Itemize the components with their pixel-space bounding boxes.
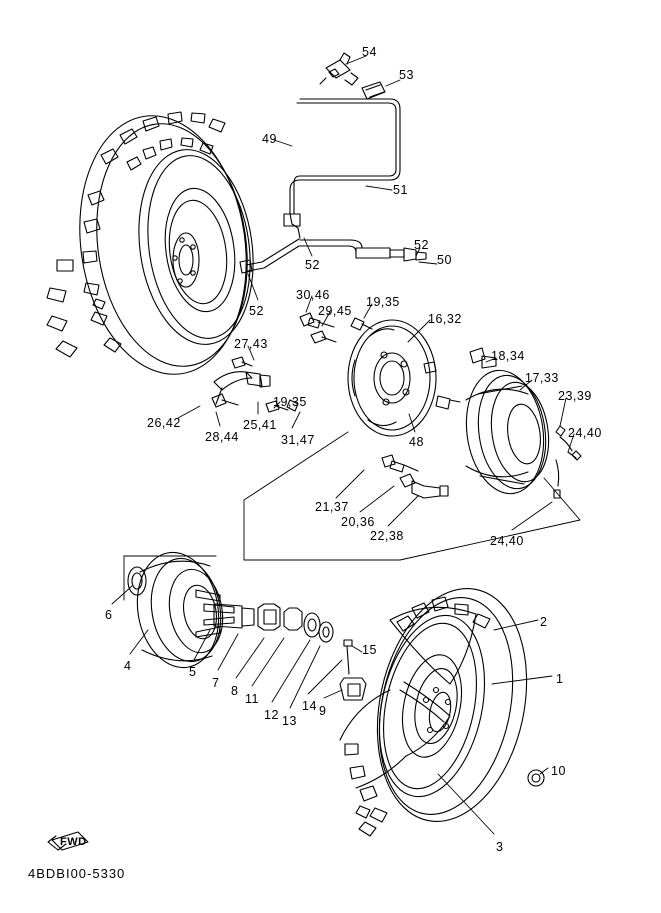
callout-15: 15 xyxy=(362,643,377,657)
callout-24-40-b: 24,40 xyxy=(490,534,524,548)
brake-backing-plate xyxy=(348,320,436,436)
callout-18-34: 18,34 xyxy=(491,349,525,363)
callout-6: 6 xyxy=(105,608,113,622)
valve-parts xyxy=(382,455,448,498)
callout-28-44: 28,44 xyxy=(205,430,239,444)
lower-tire-assembly xyxy=(340,575,547,836)
callout-52-c: 52 xyxy=(249,304,264,318)
callout-19-35-a: 19,35 xyxy=(366,295,400,309)
brake-cam-lever xyxy=(212,357,270,407)
callout-29-45: 29,45 xyxy=(318,304,352,318)
callout-2: 2 xyxy=(540,615,548,629)
callout-7: 7 xyxy=(212,676,220,690)
callout-19-35-b: 19,35 xyxy=(273,395,307,409)
callout-49: 49 xyxy=(262,132,277,146)
callout-27-43: 27,43 xyxy=(234,337,268,351)
callout-48: 48 xyxy=(409,435,424,449)
callout-26-42: 26,42 xyxy=(147,416,181,430)
callout-30-46: 30,46 xyxy=(296,288,330,302)
callout-24-40-a: 24,40 xyxy=(568,426,602,440)
callout-53: 53 xyxy=(399,68,414,82)
callout-31-47: 31,47 xyxy=(281,433,315,447)
callout-16-32: 16,32 xyxy=(428,312,462,326)
callout-50: 50 xyxy=(437,253,452,267)
fwd-label: FWD xyxy=(60,836,87,848)
callout-4: 4 xyxy=(124,659,132,673)
callout-23-39: 23,39 xyxy=(558,389,592,403)
callout-51: 51 xyxy=(393,183,408,197)
front-hub-assembly xyxy=(128,546,366,700)
callout-11: 11 xyxy=(245,692,259,706)
leader-lines xyxy=(112,56,574,834)
callout-12: 12 xyxy=(264,708,279,722)
callout-8: 8 xyxy=(231,684,239,698)
callout-3: 3 xyxy=(496,840,504,854)
callout-52-b: 52 xyxy=(305,258,320,272)
callout-25-41: 25,41 xyxy=(243,418,277,432)
callout-13: 13 xyxy=(282,714,297,728)
upper-tire-assembly xyxy=(47,105,265,385)
part-code-label: 4BDBI00-5330 xyxy=(28,866,126,881)
callout-1: 1 xyxy=(556,672,564,686)
brake-hose-assembly xyxy=(240,53,426,273)
callout-17-33: 17,33 xyxy=(525,371,559,385)
callout-9: 9 xyxy=(319,704,327,718)
callout-14: 14 xyxy=(302,699,317,713)
callout-22-38: 22,38 xyxy=(370,529,404,543)
callout-21-37: 21,37 xyxy=(315,500,349,514)
callout-20-36: 20,36 xyxy=(341,515,375,529)
callout-5: 5 xyxy=(189,665,197,679)
callout-10: 10 xyxy=(551,764,566,778)
callout-52-a: 52 xyxy=(414,238,429,252)
callout-54: 54 xyxy=(362,45,377,59)
